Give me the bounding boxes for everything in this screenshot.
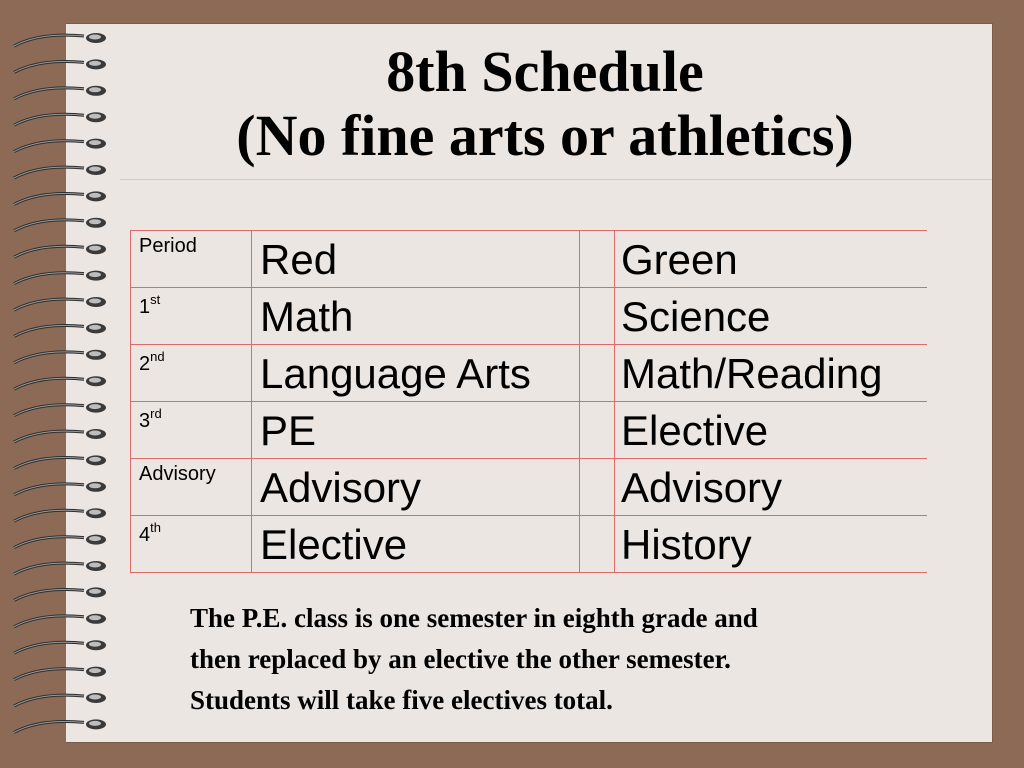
green-cell: Advisory xyxy=(615,459,927,516)
period-cell: 3rd xyxy=(131,402,252,459)
blank-cell xyxy=(580,288,615,345)
note-line: Students will take five electives total. xyxy=(190,685,613,715)
table-row xyxy=(131,345,927,402)
schedule-table xyxy=(130,230,927,573)
table-row xyxy=(131,288,927,345)
title-divider xyxy=(120,179,992,180)
green-cell: Elective xyxy=(615,402,927,459)
red-cell: Math xyxy=(252,288,580,345)
period-cell: 2nd xyxy=(131,345,252,402)
header-blank xyxy=(580,231,615,288)
blank-cell xyxy=(580,402,615,459)
slide-title xyxy=(66,40,1024,168)
blank-cell xyxy=(580,345,615,402)
period-cell: 4th xyxy=(131,516,252,573)
header-green: Green xyxy=(615,231,927,288)
period-cell: Advisory xyxy=(131,459,252,516)
red-cell: Advisory xyxy=(252,459,580,516)
table-row xyxy=(131,402,927,459)
red-cell: PE xyxy=(252,402,580,459)
note-line: then replaced by an elective the other semester. xyxy=(190,644,731,674)
note-line: The P.E. class is one semester in eighth grade and xyxy=(190,603,758,633)
table-header-row xyxy=(131,231,927,288)
title-line-1: 8th Schedule xyxy=(386,39,704,104)
blank-cell xyxy=(580,459,615,516)
period-cell: 1st xyxy=(131,288,252,345)
blank-cell xyxy=(580,516,615,573)
red-cell: Elective xyxy=(252,516,580,573)
green-cell: History xyxy=(615,516,927,573)
header-red: Red xyxy=(252,231,580,288)
green-cell: Math/Reading xyxy=(615,345,927,402)
header-period: Period xyxy=(131,231,252,288)
table-row xyxy=(131,459,927,516)
red-cell: Language Arts xyxy=(252,345,580,402)
title-line-2: (No fine arts or athletics) xyxy=(236,103,854,168)
table-row xyxy=(131,516,927,573)
note-paragraph xyxy=(190,598,930,721)
green-cell: Science xyxy=(615,288,927,345)
